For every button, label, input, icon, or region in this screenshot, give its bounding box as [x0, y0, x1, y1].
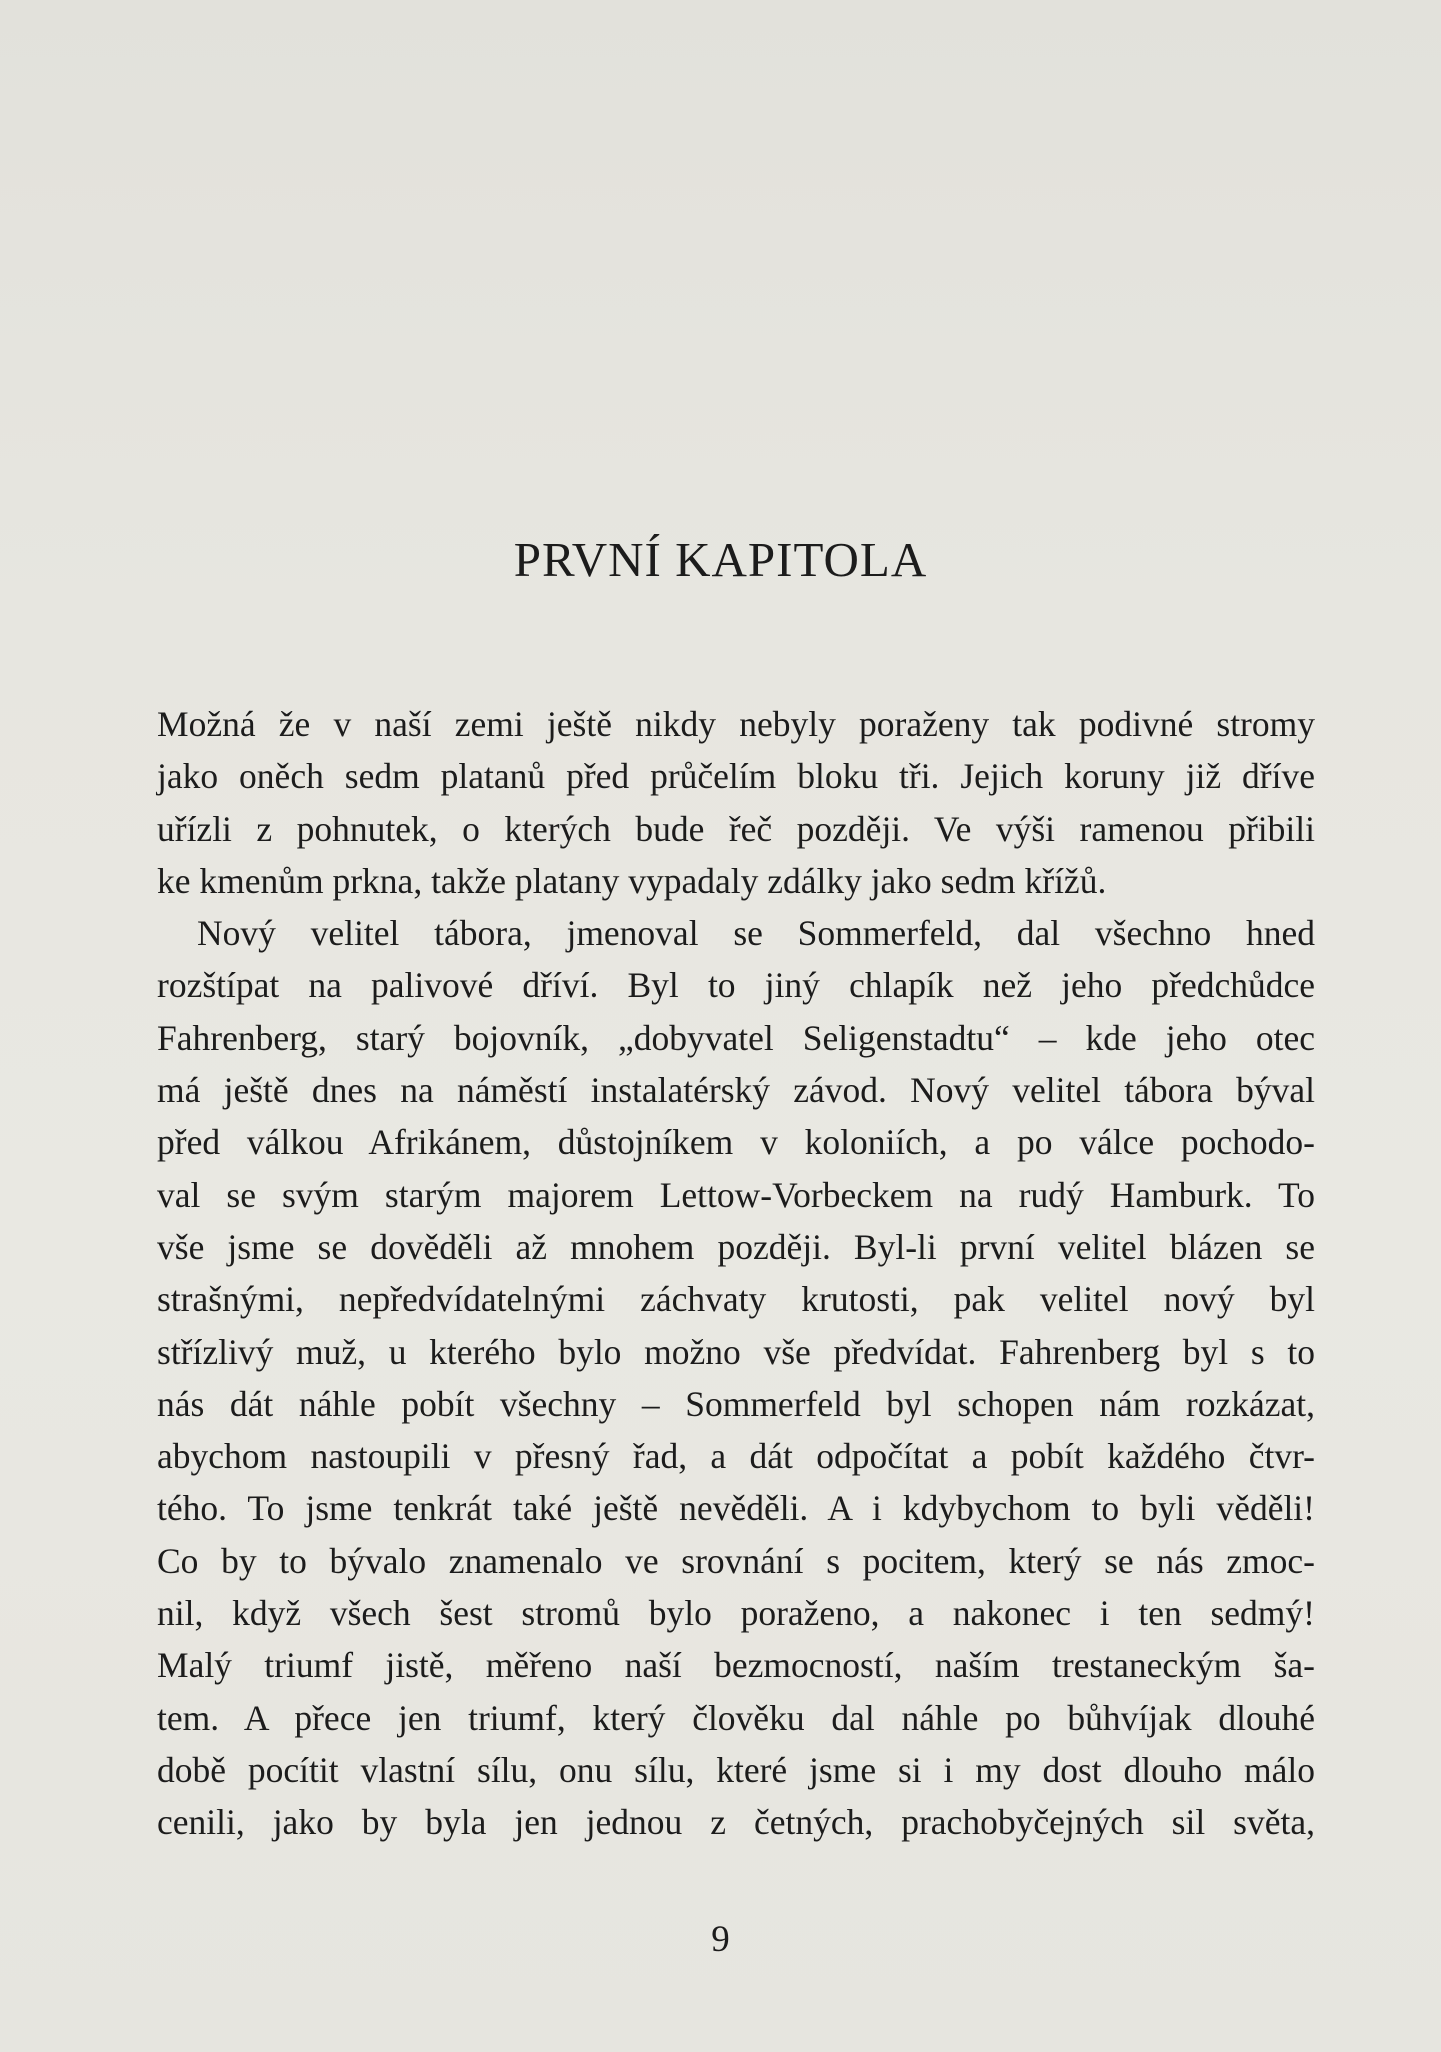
- chapter-title: PRVNÍ KAPITOLA: [513, 532, 928, 587]
- text-line: Malý triumf jistě, měřeno naší bezmocností, naším trestaneckým ša-: [157, 1645, 1315, 1686]
- text-line: Možná že v naší zemi ještě nikdy nebyly poraženy tak podivné stromy: [157, 704, 1315, 744]
- text-line: před válkou Afrikánem, důstojníkem v koloniích, a po válce pochodo-: [157, 1122, 1315, 1163]
- text-line: má ještě dnes na náměstí instalatérský závod. Nový velitel tábora býval: [157, 1070, 1315, 1111]
- text-line: strašnými, nepředvídatelnými záchvaty krutosti, pak velitel nový byl: [157, 1279, 1315, 1320]
- text-line: Co by to bývalo znamenalo ve srovnání s pocitem, který se nás zmoc-: [157, 1540, 1315, 1581]
- text-line: Nový velitel tábora, jmenoval se Sommerfeld, dal všechno hned: [197, 913, 1315, 954]
- text-line: uřízli z pohnutek, o kterých bude řeč později. Ve výši ramenou přibili: [157, 808, 1315, 849]
- body-text: [157, 698, 1315, 1849]
- text-line: ke kmenům prkna, takže platany vypadaly zdálky jako sedm křížů.: [157, 860, 1107, 901]
- text-line: tem. A přece jen triumf, který člověku dal náhle po bůhvíjak dlouhé: [157, 1697, 1315, 1738]
- text-line: vše jsme se dověděli až mnohem později. Byl-li první velitel blázen se: [157, 1226, 1315, 1267]
- text-line: nás dát náhle pobít všechny – Sommerfeld byl schopen nám rozkázat,: [157, 1383, 1315, 1424]
- text-line: rozštípat na palivové dříví. Byl to jiný chlapík než jeho předchůdce: [157, 965, 1315, 1006]
- text-line: době pocítit vlastní sílu, onu sílu, které jsme si i my dost dlouho málo: [157, 1749, 1315, 1790]
- text-line: Fahrenberg, starý bojovník, „dobyvatel Seligenstadtu“ – kde jeho otec: [157, 1017, 1315, 1058]
- text-line: abychom nastoupili v přesný řad, a dát odpočítat a pobít každého čtvr-: [157, 1436, 1315, 1477]
- text-line: střízlivý muž, u kterého bylo možno vše předvídat. Fahrenberg byl s to: [157, 1331, 1315, 1372]
- page-number: 9: [711, 1919, 730, 1960]
- text-line: val se svým starým majorem Lettow-Vorbeckem na rudý Hamburk. To: [157, 1174, 1315, 1215]
- text-line: jako oněch sedm platanů před průčelím bloku tři. Jejich koruny již dříve: [157, 756, 1315, 797]
- text-line: cenili, jako by byla jen jednou z četných, prachobyčejných sil světa,: [157, 1802, 1315, 1843]
- text-line: tého. To jsme tenkrát také ještě nevěděli. A i kdybychom to byli věděli!: [157, 1488, 1315, 1529]
- text-line: nil, když všech šest stromů bylo poraženo, a nakonec i ten sedmý!: [157, 1593, 1315, 1634]
